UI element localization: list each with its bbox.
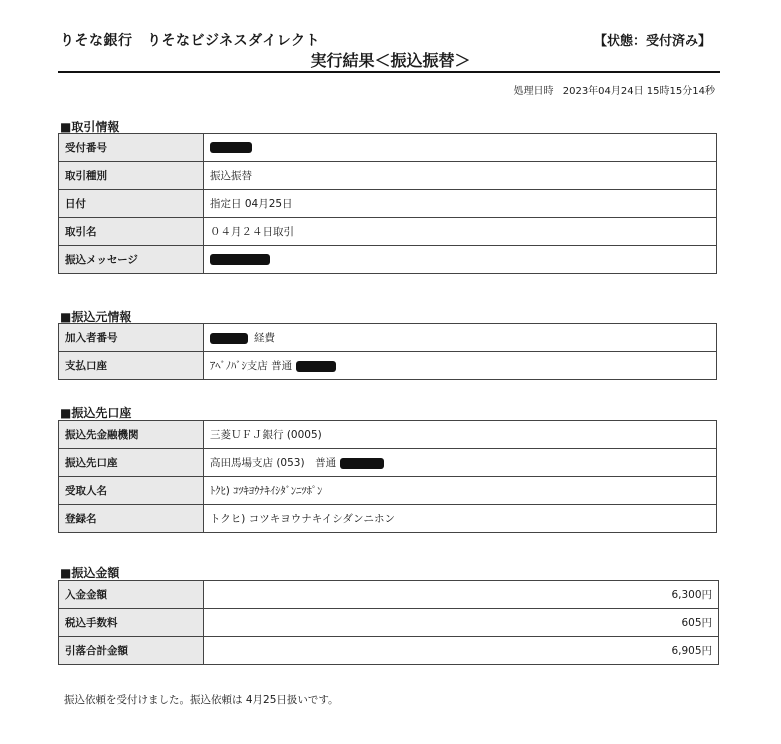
row-label: 振込先口座 bbox=[59, 449, 204, 477]
section-title-amount: ■振込金額 bbox=[60, 566, 120, 580]
redacted-block bbox=[296, 361, 336, 372]
table-row bbox=[59, 352, 717, 380]
table-row bbox=[59, 449, 717, 477]
table-row bbox=[59, 190, 717, 218]
account-value: 高田馬場支店 (053) 普通 bbox=[210, 457, 337, 469]
row-value: 指定日 04月25日 bbox=[204, 190, 717, 218]
amount-table bbox=[58, 580, 719, 665]
section-title-destination: ■振込先口座 bbox=[60, 406, 132, 420]
row-label: 日付 bbox=[59, 190, 204, 218]
destination-table bbox=[58, 420, 717, 533]
redacted-block bbox=[210, 254, 270, 265]
row-label: 税込手数料 bbox=[59, 609, 204, 637]
row-label: 受取人名 bbox=[59, 477, 204, 505]
redacted-block bbox=[210, 333, 248, 344]
status-badge: 【状態：受付済み】 bbox=[593, 34, 711, 49]
table-row bbox=[59, 246, 717, 274]
table-row bbox=[59, 218, 717, 246]
transaction-table bbox=[58, 133, 717, 274]
row-value: 6,300円 bbox=[204, 581, 719, 609]
table-row bbox=[59, 134, 717, 162]
row-value: 三菱ＵＦＪ銀行 (0005) bbox=[204, 421, 717, 449]
row-value bbox=[204, 246, 717, 274]
table-row bbox=[59, 581, 719, 609]
row-value: ０４月２４日取引 bbox=[204, 218, 717, 246]
row-label: 入金金額 bbox=[59, 581, 204, 609]
table-row bbox=[59, 477, 717, 505]
section-title-source: ■振込元情報 bbox=[60, 310, 132, 324]
row-value: トクヒ) コツキヨウナキイシダンニホン bbox=[204, 505, 717, 533]
row-label: 登録名 bbox=[59, 505, 204, 533]
source-table bbox=[58, 323, 717, 380]
row-label: 振込先金融機関 bbox=[59, 421, 204, 449]
section-title-transaction: ■取引情報 bbox=[60, 120, 120, 134]
redacted-block bbox=[340, 458, 384, 469]
row-value bbox=[204, 134, 717, 162]
processed-datetime bbox=[508, 82, 715, 97]
footer-note: 振込依頼を受付けました。振込依頼は 4月25日扱いです。 bbox=[64, 694, 339, 706]
account-value: ｱﾍﾞﾉﾊﾞｼ支店 普通 bbox=[210, 360, 293, 372]
table-row bbox=[59, 421, 717, 449]
row-label: 支払口座 bbox=[59, 352, 204, 380]
row-label: 取引種別 bbox=[59, 162, 204, 190]
row-value: 605円 bbox=[204, 609, 719, 637]
member-value: 経費 bbox=[254, 332, 275, 344]
table-row bbox=[59, 609, 719, 637]
row-label: 取引名 bbox=[59, 218, 204, 246]
table-row bbox=[59, 637, 719, 665]
table-row bbox=[59, 162, 717, 190]
row-value: 6,905円 bbox=[204, 637, 719, 665]
redacted-block bbox=[210, 142, 252, 153]
processed-label: 処理日時 bbox=[513, 86, 554, 97]
row-label: 振込メッセージ bbox=[59, 246, 204, 274]
row-value bbox=[204, 352, 717, 380]
table-row bbox=[59, 505, 717, 533]
row-value: 振込振替 bbox=[204, 162, 717, 190]
row-value bbox=[204, 324, 717, 352]
page-title: 実行結果＜振込振替＞ bbox=[310, 51, 471, 70]
row-label: 受付番号 bbox=[59, 134, 204, 162]
title-divider bbox=[58, 71, 720, 73]
row-label: 加入者番号 bbox=[59, 324, 204, 352]
row-value: ﾄｸﾋ) ｺﾂｷﾖｳﾅｷｲｼﾀﾞﾝﾆﾂﾎﾟﾝ bbox=[204, 477, 717, 505]
table-row bbox=[59, 324, 717, 352]
row-value bbox=[204, 449, 717, 477]
bank-name: りそな銀行 りそなビジネスダイレクト bbox=[60, 33, 321, 49]
processed-value: 2023年04月24日 15時15分14秒 bbox=[562, 86, 715, 97]
row-label: 引落合計金額 bbox=[59, 637, 204, 665]
